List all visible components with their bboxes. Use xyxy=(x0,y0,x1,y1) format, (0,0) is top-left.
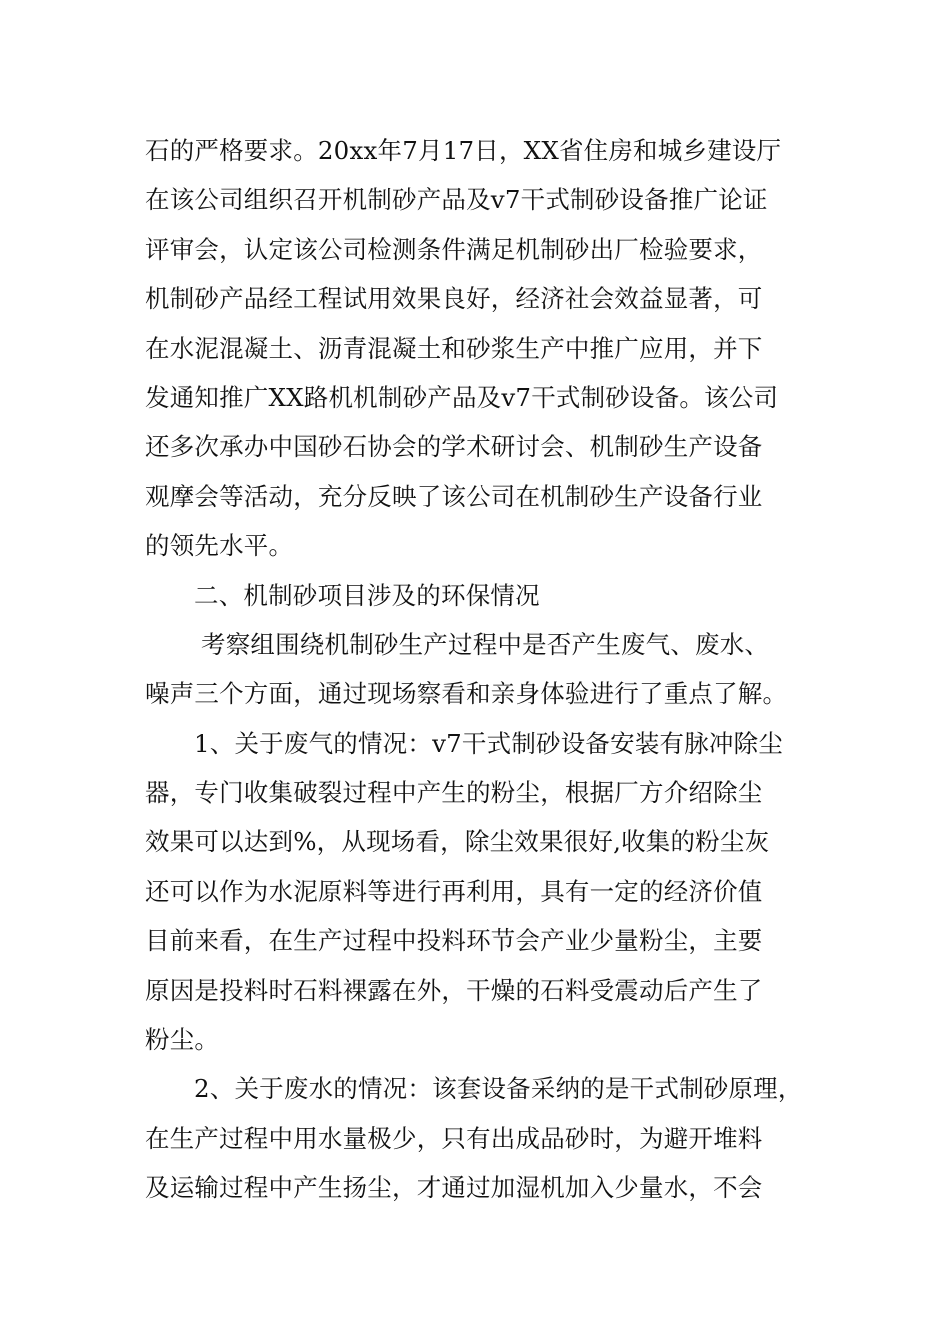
text-line: 1、关于废气的情况：v7干式制砂设备安装有脉冲除尘 xyxy=(194,728,784,758)
text-line: 机制砂产品经工程试用效果良好，经济社会效益显著，可 xyxy=(145,284,763,314)
text-line: 评审会，认定该公司检测条件满足机制砂出厂检验要求， xyxy=(145,234,763,264)
text-line: 发通知推广XX路机机制砂产品及v7干式制砂设备。该公司 xyxy=(145,382,779,412)
text-line: 原因是投料时石料裸露在外，干燥的石料受震动后产生了 xyxy=(145,975,763,1005)
document-body xyxy=(145,126,810,1213)
text-line: 还多次承办中国砂石协会的学术研讨会、机制砂生产设备 xyxy=(145,432,763,462)
text-line: 的领先水平。 xyxy=(145,531,294,561)
text-line: 观摩会等活动，充分反映了该公司在机制砂生产设备行业 xyxy=(145,481,763,511)
text-line: 噪声三个方面，通过现场察看和亲身体验进行了重点了解。 xyxy=(145,679,788,709)
text-line: 效果可以达到%，从现场看，除尘效果很好,收集的粉尘灰 xyxy=(145,827,770,857)
text-line: 在水泥混凝土、沥青混凝土和砂浆生产中推广应用，并下 xyxy=(145,333,763,363)
text-line: 器，专门收集破裂过程中产生的粉尘，根据厂方介绍除尘 xyxy=(145,778,763,808)
text-line: 还可以作为水泥原料等进行再利用，具有一定的经济价值 xyxy=(145,876,763,906)
text-line: 粉尘。 xyxy=(145,1025,220,1055)
text-line: 在该公司组织召开机制砂产品及v7干式制砂设备推广论证 xyxy=(145,185,768,215)
text-line: 2、关于废水的情况：该套设备采纳的是干式制砂原理， xyxy=(194,1074,803,1104)
section-heading: 二、机制砂项目涉及的环保情况 xyxy=(194,580,540,610)
text-line: 考察组围绕机制砂生产过程中是否产生废气、废水、 xyxy=(201,629,770,659)
text-line: 目前来看，在生产过程中投料环节会产业少量粉尘，主要 xyxy=(145,926,763,956)
text-line: 在生产过程中用水量极少，只有出成品砂时，为避开堆料 xyxy=(145,1123,763,1153)
text-line: 及运输过程中产生扬尘，才通过加湿机加入少量水，不会 xyxy=(145,1173,763,1203)
text-line: 石的严格要求。20xx年7月17日，XX省住房和城乡建设厅 xyxy=(145,136,782,165)
